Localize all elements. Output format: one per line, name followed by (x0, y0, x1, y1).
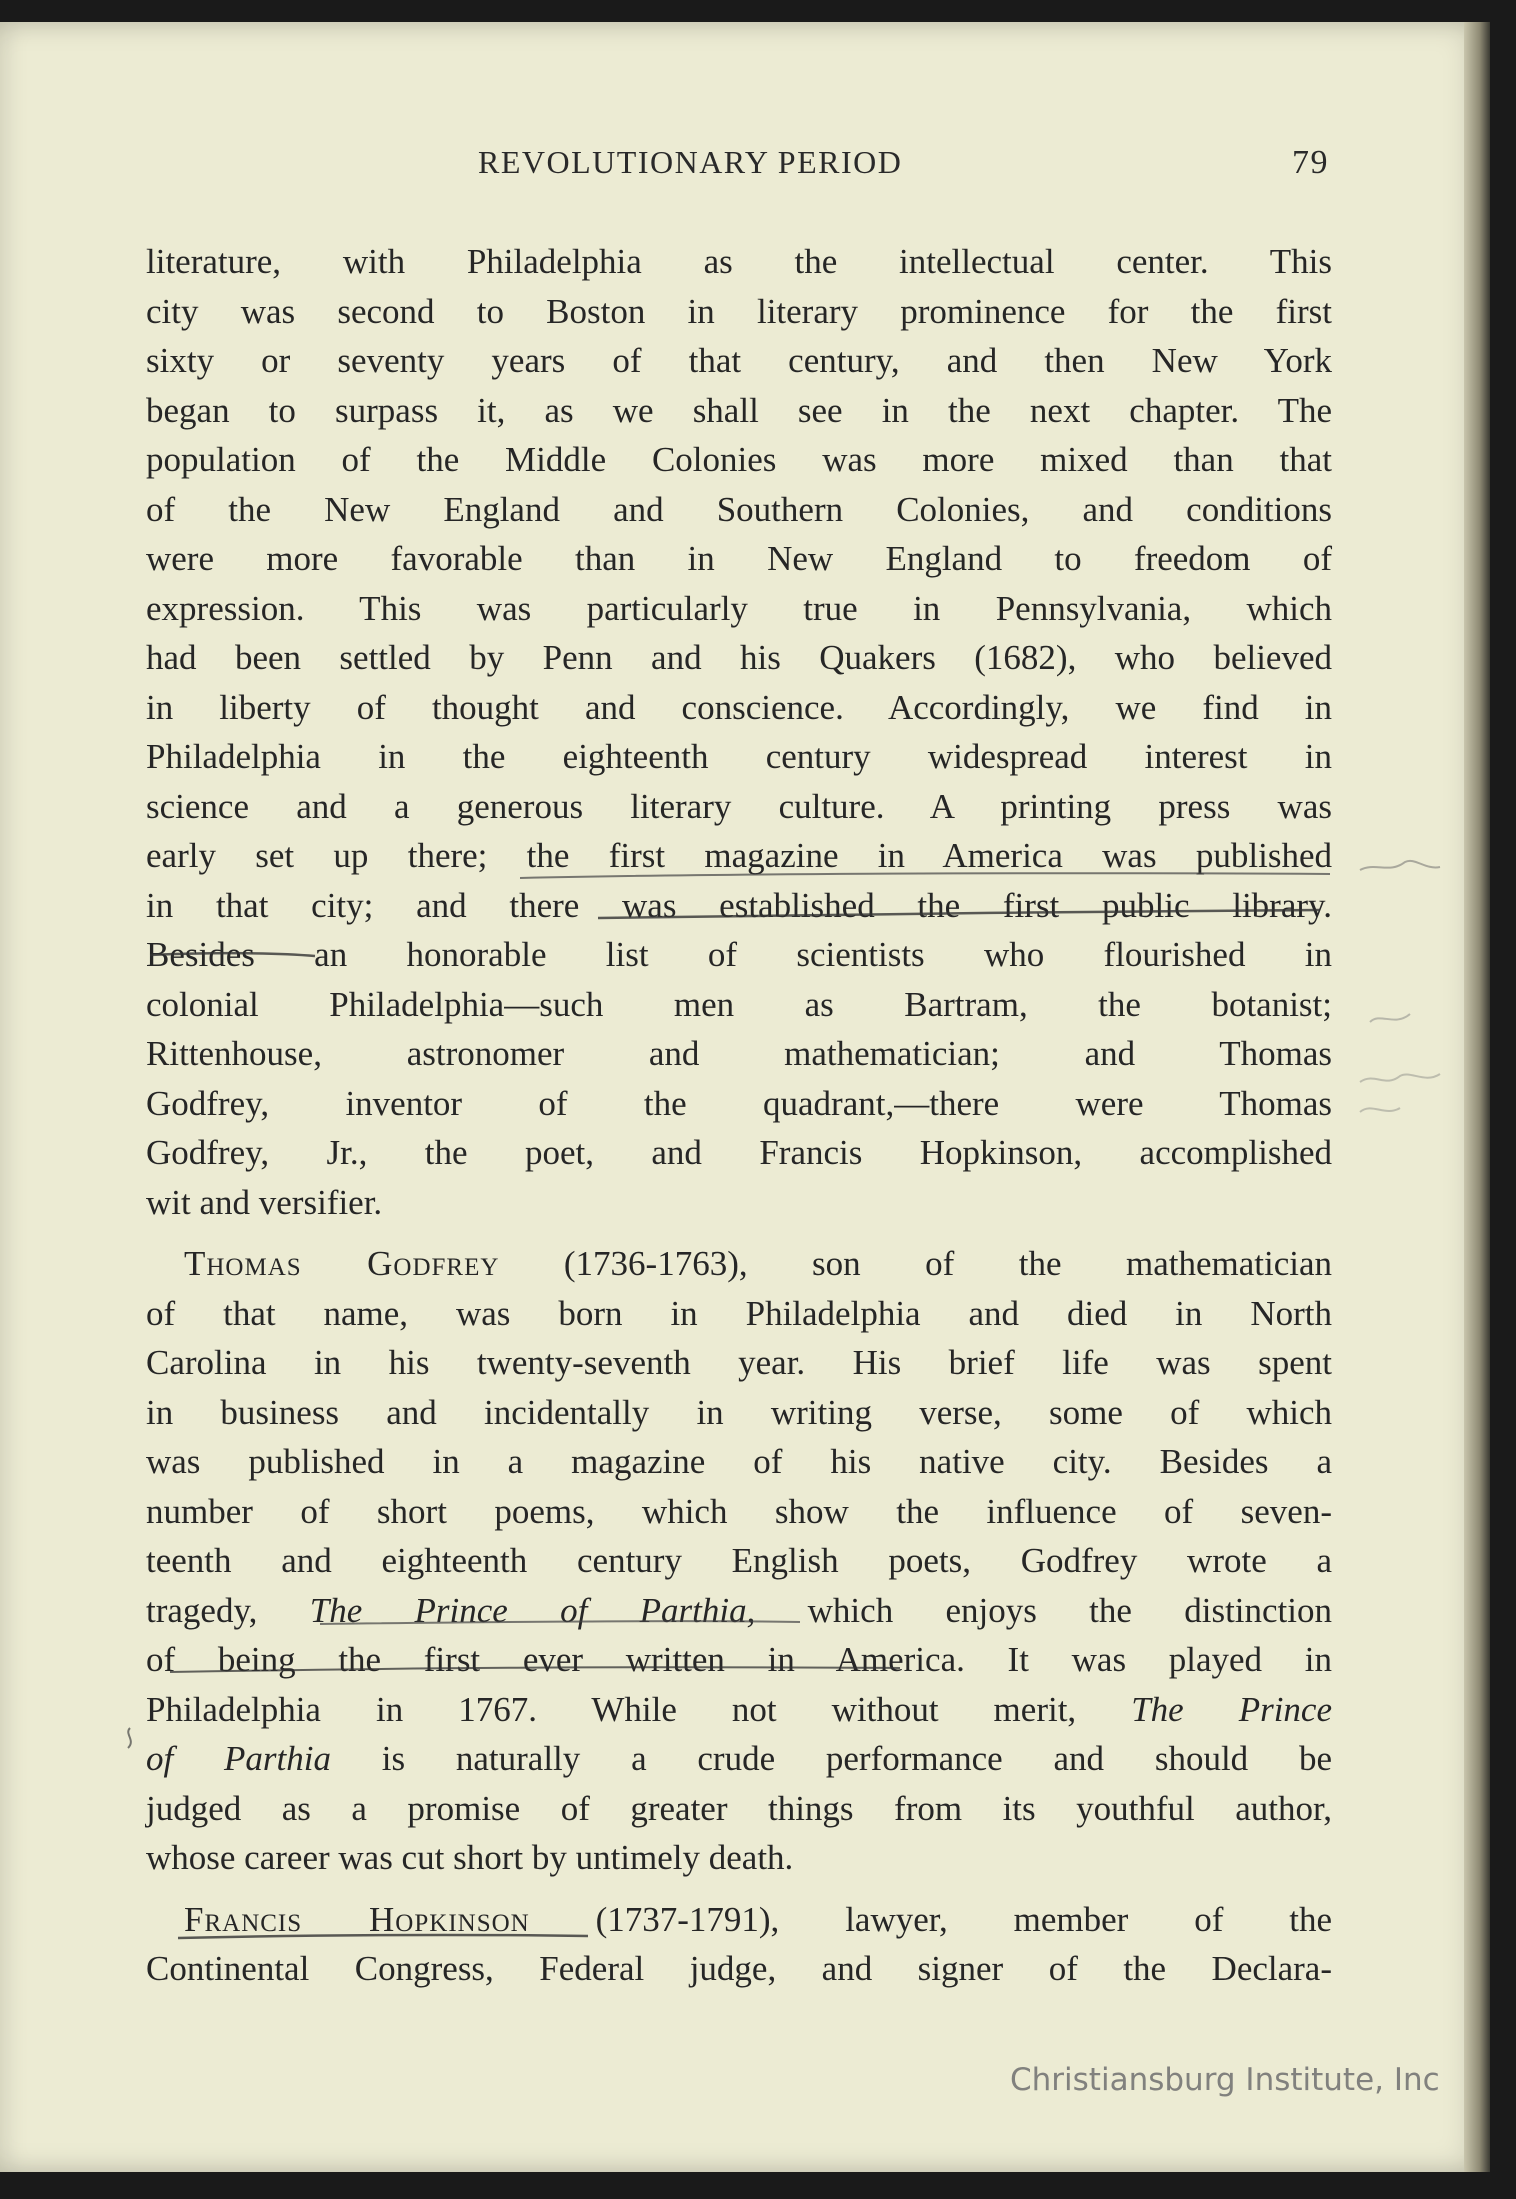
text-line: was published in a magazine of his native city. Besides a (146, 1442, 1332, 1481)
text-line: colonial Philadelphia—such men as Bartram, the botanist; (146, 984, 1332, 1024)
text-line: began to surpass it, as we shall see in the next chapter. The (146, 390, 1332, 430)
text-line: science and a generous literary culture. A printing press was (146, 786, 1332, 826)
text-line: early set up there; the first magazine in America was published (146, 836, 1332, 875)
text-line: Rittenhouse, astronomer and mathematician; and Thomas (146, 1034, 1332, 1073)
text-line: sixty or seventy years of that century, and then New York (146, 341, 1332, 380)
text-line: expression. This was particularly true in Pennsylvania, which (146, 588, 1332, 628)
text-line: Philadelphia in 1767. While not without merit, The Prince (146, 1689, 1332, 1729)
margin-mark (1360, 1074, 1440, 1082)
body-text (146, 237, 1332, 1994)
page-number: 79 (1292, 144, 1329, 181)
godfrey-name: Thomas Godfrey (184, 1244, 500, 1283)
margin-mark (1370, 1014, 1410, 1022)
text-line: whose career was cut short by untimely death. (146, 1838, 794, 1877)
text-line: of that name, was born in Philadelphia and died in North (146, 1293, 1332, 1333)
text-line: teenth and eighteenth century English poets, Godfrey wrote a (146, 1541, 1332, 1580)
text-line: Besides an honorable list of scientists who flourished in (146, 935, 1332, 974)
text-line: Carolina in his twenty-seventh year. His brief life was spent (146, 1343, 1332, 1382)
text-line: Continental Congress, Federal judge, and signer of the Declara- (146, 1949, 1332, 1988)
hopkinson-name: Francis Hopkinson (184, 1899, 530, 1939)
text-line: wit and versifier. (146, 1182, 383, 1222)
text-line: judged as a promise of greater things from its youthful author, (146, 1788, 1332, 1828)
text-line: population of the Middle Colonies was more mixed than that (146, 440, 1332, 479)
text-line: Godfrey, Jr., the poet, and Francis Hopkinson, accomplished (146, 1133, 1332, 1172)
text-line: of being the first ever written in America. It was played in (146, 1640, 1332, 1679)
page-edge (1464, 22, 1490, 2172)
text-line: in business and incidentally in writing verse, some of which (146, 1392, 1332, 1432)
text-line: Philadelphia in the eighteenth century widespread interest in (146, 737, 1332, 776)
watermark: Christiansburg Institute, Inc (1010, 2062, 1440, 2098)
text-line: in that city; and there was established the first public library. (146, 885, 1332, 925)
hopkinson-heading-line: Francis Hopkinson (1737-1791), lawyer, member of the (184, 1899, 1332, 1939)
book-page (0, 22, 1490, 2172)
text-line: of the New England and Southern Colonies, and conditions (146, 489, 1332, 529)
text-line: were more favorable than in New England to freedom of (146, 539, 1332, 578)
margin-mark (1360, 1108, 1400, 1112)
running-head-title: REVOLUTIONARY PERIOD (478, 144, 903, 180)
text-line: literature, with Philadelphia as the intellectual center. This (146, 242, 1332, 281)
text-line: of Parthia is naturally a crude performance and should be (146, 1739, 1332, 1778)
text-line: Godfrey, inventor of the quadrant,—there were Thomas (146, 1083, 1332, 1123)
text-line: in liberty of thought and conscience. Accordingly, we find in (146, 687, 1332, 727)
text-line: city was second to Boston in literary prominence for the first (146, 291, 1332, 331)
text-line: had been settled by Penn and his Quakers (1682), who believed (146, 638, 1332, 677)
margin-mark (1360, 861, 1440, 870)
text-line: tragedy, The Prince of Parthia, which enjoys the distinction (146, 1590, 1333, 1630)
margin-mark (128, 1728, 131, 1748)
tragedy-title: of Parthia (146, 1739, 331, 1778)
text-line: number of short poems, which show the influence of seven- (146, 1491, 1332, 1531)
godfrey-heading-line: Thomas Godfrey (1736-1763), son of the mathematician (184, 1244, 1332, 1283)
tragedy-title: The Prince of Parthia, (309, 1590, 756, 1630)
tragedy-title: The Prince (1131, 1689, 1332, 1729)
